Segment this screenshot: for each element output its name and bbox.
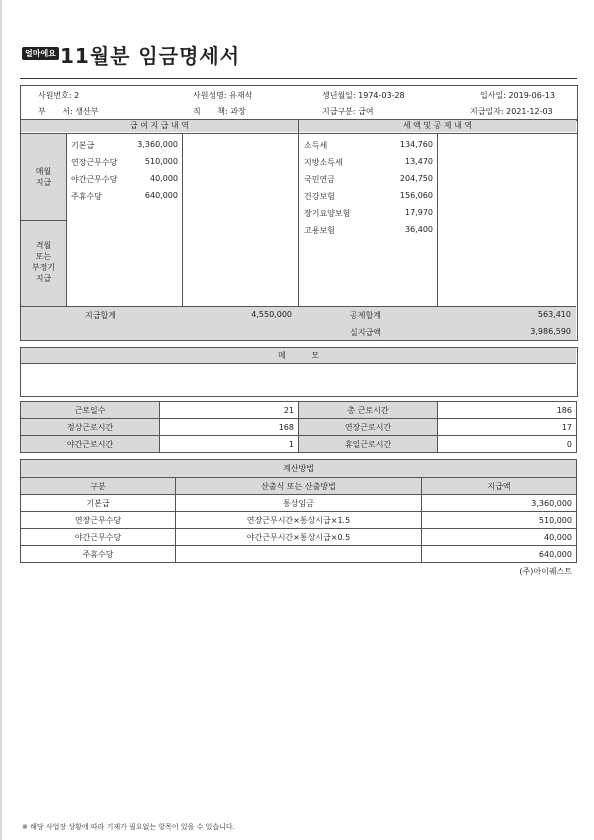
- irregular-pay-label: [21, 240, 66, 284]
- position-label-a: 직: [193, 107, 201, 116]
- work-label: 야간근로시간: [21, 436, 160, 453]
- pay-date-value: 2021-12-03: [506, 107, 553, 116]
- company-name: (주)아이퀘스트: [519, 567, 572, 576]
- calc-title: 계산방법: [21, 460, 577, 478]
- work-value: 0: [438, 436, 577, 453]
- work-value: 168: [160, 419, 299, 436]
- work-label: 연장근로시간: [299, 419, 438, 436]
- work-value: 21: [160, 402, 299, 419]
- deduction-item-name: 건강보험: [304, 192, 335, 201]
- deduction-item-name: 지방소득세: [304, 158, 343, 167]
- deduction-item: [304, 140, 433, 151]
- work-hours-row: [21, 402, 577, 419]
- calc-method: 통상임금: [176, 495, 422, 512]
- work-label: 근로일수: [21, 402, 160, 419]
- deduction-item-amount: 156,060: [399, 191, 433, 200]
- pay-type-label: 지급구분:: [322, 107, 356, 116]
- calc-type: 기본급: [21, 495, 176, 512]
- pay-section-header: 급 여 지 급 내 역: [21, 120, 298, 132]
- pay-type-value: 급여: [358, 107, 374, 116]
- dept-label-b: 서:: [62, 107, 73, 116]
- monthly-label-line2: 지급: [35, 178, 52, 187]
- calc-row: [21, 495, 577, 512]
- position-value: 과장: [230, 107, 246, 116]
- pay-date: [470, 106, 553, 117]
- app-logo: 얼마에요: [22, 47, 59, 60]
- irregular-label-line4: 지급: [35, 274, 52, 283]
- employee-name: [193, 90, 252, 101]
- pay-item: [71, 191, 178, 202]
- pay-total-value: 4,550,000: [251, 310, 292, 319]
- calc-type: 야간근무수당: [21, 529, 176, 546]
- calc-header-type: 구분: [21, 478, 176, 495]
- deduction-item-amount: 36,400: [405, 225, 433, 234]
- pay-inner-divider: [182, 134, 183, 306]
- calc-header-method: 산출식 또는 산출방법: [176, 478, 422, 495]
- pay-date-label: 지급일자:: [470, 107, 504, 116]
- pay-item: [71, 157, 178, 168]
- deduction-item-name: 국민연금: [304, 175, 335, 184]
- work-value: 1: [160, 436, 299, 453]
- employee-id-value: 2: [74, 91, 80, 100]
- employee-birth-value: 1974-03-28: [358, 91, 405, 100]
- calculation-table: [20, 459, 577, 563]
- calc-method: [176, 546, 422, 563]
- deduction-item: [304, 225, 433, 236]
- title-divider: [20, 78, 577, 79]
- deduction-item-name: 소득세: [304, 141, 328, 150]
- position-label-b: 책:: [217, 107, 228, 116]
- deduction-section-header: 세 액 및 공 제 내 역: [299, 120, 576, 132]
- calc-row: [21, 529, 577, 546]
- employee-name-label: 사원성명:: [193, 91, 227, 100]
- dept-value: 생산부: [75, 107, 99, 116]
- dept-label-a: 부: [38, 107, 46, 116]
- monthly-pay-label: [21, 166, 66, 188]
- footnote: ※ 해당 사업장 상황에 따라 기재가 필요없는 항목이 있을 수 있습니다.: [22, 823, 235, 831]
- deduction-item-name: 장기요양보험: [304, 209, 351, 218]
- calc-amount: 3,360,000: [422, 495, 577, 512]
- pay-item-amount: 3,360,000: [137, 140, 178, 149]
- calc-method: 야간근무시간×통상시급×0.5: [176, 529, 422, 546]
- employee-id: [38, 90, 79, 101]
- pay-item-name: 연장근무수당: [71, 158, 118, 167]
- deduction-total-value: 563,410: [537, 310, 571, 319]
- work-value: 17: [438, 419, 577, 436]
- deduction-item: [304, 157, 433, 168]
- calc-type: 연장근무수당: [21, 512, 176, 529]
- work-hours-row: [21, 419, 577, 436]
- calc-type: 주휴수당: [21, 546, 176, 563]
- hire-date-value: 2019-06-13: [508, 91, 555, 100]
- deduction-item: [304, 208, 433, 219]
- calc-amount: 640,000: [422, 546, 577, 563]
- employee-dept: [38, 106, 98, 117]
- section-header-divider: [20, 133, 577, 134]
- employee-id-label: 사원번호:: [38, 91, 72, 100]
- employee-position: [193, 106, 246, 117]
- deduction-item-amount: 17,970: [405, 208, 433, 217]
- monthly-label-line1: 매월: [35, 167, 52, 176]
- center-divider: [298, 119, 299, 306]
- pay-item: [71, 140, 178, 151]
- pay-item-name: 기본급: [71, 141, 95, 150]
- calc-row: [21, 512, 577, 529]
- hire-date-label: 입사일:: [480, 91, 506, 100]
- work-value: 186: [438, 402, 577, 419]
- calc-amount: 510,000: [422, 512, 577, 529]
- deduction-item: [304, 174, 433, 185]
- pay-type: [322, 106, 374, 117]
- employee-name-value: 유재석: [229, 91, 253, 100]
- pay-item-name: 주휴수당: [71, 192, 102, 201]
- pay-item-amount: 510,000: [144, 157, 178, 166]
- label-split-divider: [21, 220, 66, 221]
- work-label: 정상근로시간: [21, 419, 160, 436]
- irregular-label-line2: 또는: [35, 252, 52, 261]
- employee-birth: [322, 90, 405, 101]
- calc-header-amount: 지급액: [422, 478, 577, 495]
- work-label: 총 근로시간: [299, 402, 438, 419]
- deduction-item-amount: 204,750: [399, 174, 433, 183]
- page-title: 11월분 임금명세서: [60, 44, 241, 68]
- label-column-divider: [66, 134, 67, 306]
- pay-item-name: 야간근무수당: [71, 175, 118, 184]
- deduction-total-label: 공제합계: [350, 311, 381, 320]
- deduction-item: [304, 191, 433, 202]
- deduction-inner-divider: [437, 134, 438, 306]
- calc-amount: 40,000: [422, 529, 577, 546]
- deduction-item-amount: 13,470: [405, 157, 433, 166]
- irregular-label-line3: 부정기: [31, 263, 56, 272]
- pay-item-amount: 640,000: [144, 191, 178, 200]
- calc-header-row: [21, 478, 577, 495]
- net-pay-label: 실지급액: [350, 328, 381, 337]
- work-hours-table: [20, 401, 577, 453]
- work-hours-row: [21, 436, 577, 453]
- page-edge: [0, 0, 2, 840]
- net-pay-value: 3,986,590: [530, 327, 571, 336]
- irregular-label-line1: 격월: [35, 241, 52, 250]
- employee-hire-date: [480, 90, 555, 101]
- pay-item: [71, 174, 178, 185]
- calc-title-row: [21, 460, 577, 478]
- work-label: 휴일근로시간: [299, 436, 438, 453]
- calc-row: [21, 546, 577, 563]
- memo-header: 메 모: [21, 348, 576, 364]
- deduction-item-name: 고용보험: [304, 226, 335, 235]
- employee-birth-label: 생년월일:: [322, 91, 356, 100]
- pay-item-amount: 40,000: [150, 174, 178, 183]
- deduction-item-amount: 134,760: [399, 140, 433, 149]
- calc-method: 연장근무시간×통상시급×1.5: [176, 512, 422, 529]
- pay-total-label: 지급합계: [85, 311, 116, 320]
